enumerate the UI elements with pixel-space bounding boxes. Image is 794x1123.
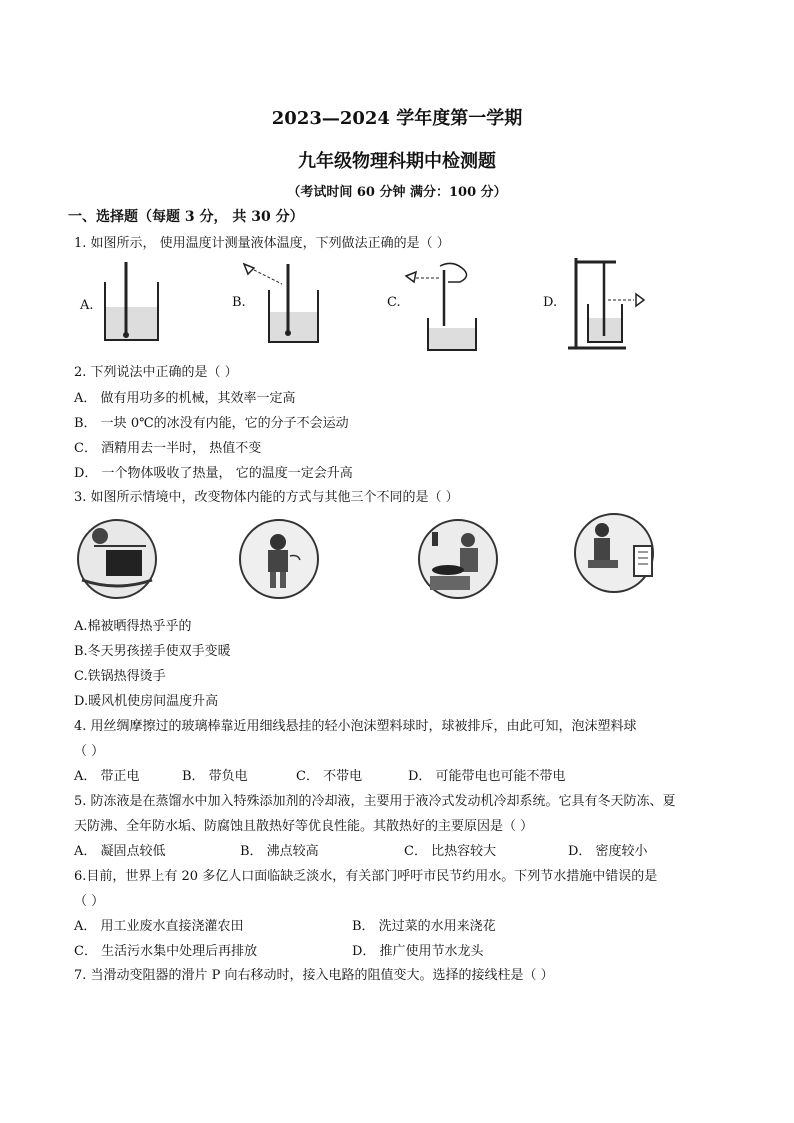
sun-icon	[92, 528, 108, 544]
q2-option-c: C． 酒精用去一半时， 热值不变	[74, 441, 262, 456]
eye-icon	[636, 294, 644, 306]
q5-stem-line2: 天防沸、全年防水垢、防腐蚀且散热好等优良性能。其散热好的主要原因是（ ）	[74, 819, 534, 834]
q4-option-a: A． 带正电	[74, 769, 140, 784]
q2-stem: 2. 下列说法中正确的是（ ）	[74, 365, 238, 380]
q2-option-a: A． 做有用功多的机械，其效率一定高	[74, 391, 296, 406]
q6-option-c: C． 生活污水集中处理后再排放	[74, 944, 258, 959]
q4-option-d: D． 可能带电也可能不带电	[408, 769, 566, 784]
exam-title: 九年级物理科期中检测题	[298, 151, 496, 172]
q5-option-d: D． 密度较小	[568, 844, 648, 859]
q6-option-a: A． 用工业废水直接浇灌农田	[74, 919, 244, 934]
thermometer-figure-b	[242, 262, 322, 344]
heater-icon	[634, 546, 652, 576]
q6-option-b: B． 洗过菜的水用来浇花	[352, 919, 496, 934]
exam-term: 2023—2024 学年度第一学期	[271, 108, 523, 129]
q2-option-b: B． 一块 0℃的冰没有内能，它的分子不会运动	[74, 416, 349, 431]
thermometer-figure-d	[566, 256, 656, 354]
q5-option-c: C． 比热容较大	[404, 844, 497, 859]
q5-stem-line1: 5. 防冻液是在蒸馏水中加入特殊添加剂的冷却液，主要用于液冷式发动机冷却系统。它具有冬天防冻、夏	[74, 794, 676, 809]
q6-option-d: D． 推广使用节水龙头	[352, 944, 484, 959]
q3-option-c: C.铁锅热得烫手	[74, 669, 166, 684]
q3-option-d: D.暖风机使房间温度升高	[74, 694, 219, 709]
q3-stem: 3. 如图所示情境中，改变物体内能的方式与其他三个不同的是（ ）	[74, 490, 459, 505]
q5-option-a: A． 凝固点较低	[74, 844, 166, 859]
q4-option-c: C． 不带电	[296, 769, 363, 784]
q4-blank: （ ）	[74, 744, 105, 759]
q5-option-b: B． 沸点较高	[240, 844, 319, 859]
q3-option-a: A.棉被晒得热乎乎的	[74, 619, 192, 634]
q4-option-b: B． 带负电	[182, 769, 248, 784]
eye-icon	[406, 272, 416, 282]
exam-info: （考试时间 60 分钟 满分：100 分）	[287, 185, 507, 200]
cooking-wok-scene	[414, 518, 502, 600]
q6-stem: 6.目前，世界上有 20 多亿人口面临缺乏淡水，有关部门呼吁市民节约用水。下列节水措施中错误的是	[74, 869, 658, 884]
section-heading: 一、选择题（每题 3 分， 共 30 分）	[68, 209, 304, 225]
q1-label-a: A.	[80, 298, 94, 313]
boy-rubbing-hands-scene	[238, 518, 320, 600]
q4-stem: 4. 用丝绸摩擦过的玻璃棒靠近用细线悬挂的轻小泡沫塑料球时，球被排斥，由此可知，泡沫塑料球	[74, 719, 637, 734]
q1-stem: 1. 如图所示， 使用温度计测量液体温度，下列做法正确的是（ ）	[74, 236, 450, 251]
q1-label-b: B.	[232, 295, 246, 310]
thermometer-figure-c	[400, 262, 490, 354]
q2-option-d: D． 一个物体吸收了热量， 它的温度一定会升高	[74, 466, 353, 481]
q3-option-b: B.冬天男孩搓手使双手变暖	[74, 644, 231, 659]
q6-blank: （ ）	[74, 894, 105, 909]
sun-quilt-scene	[76, 518, 158, 600]
q1-label-d: D.	[543, 295, 558, 310]
wok-icon	[432, 565, 464, 575]
q7-stem: 7. 当滑动变阻器的滑片 P 向右移动时，接入电路的阻值变大。选择的接线柱是（ ）	[74, 968, 554, 983]
heater-room-scene	[568, 512, 664, 594]
thermometer-figure-a	[100, 262, 170, 344]
eye-icon	[244, 264, 254, 274]
q1-label-c: C.	[387, 295, 401, 310]
